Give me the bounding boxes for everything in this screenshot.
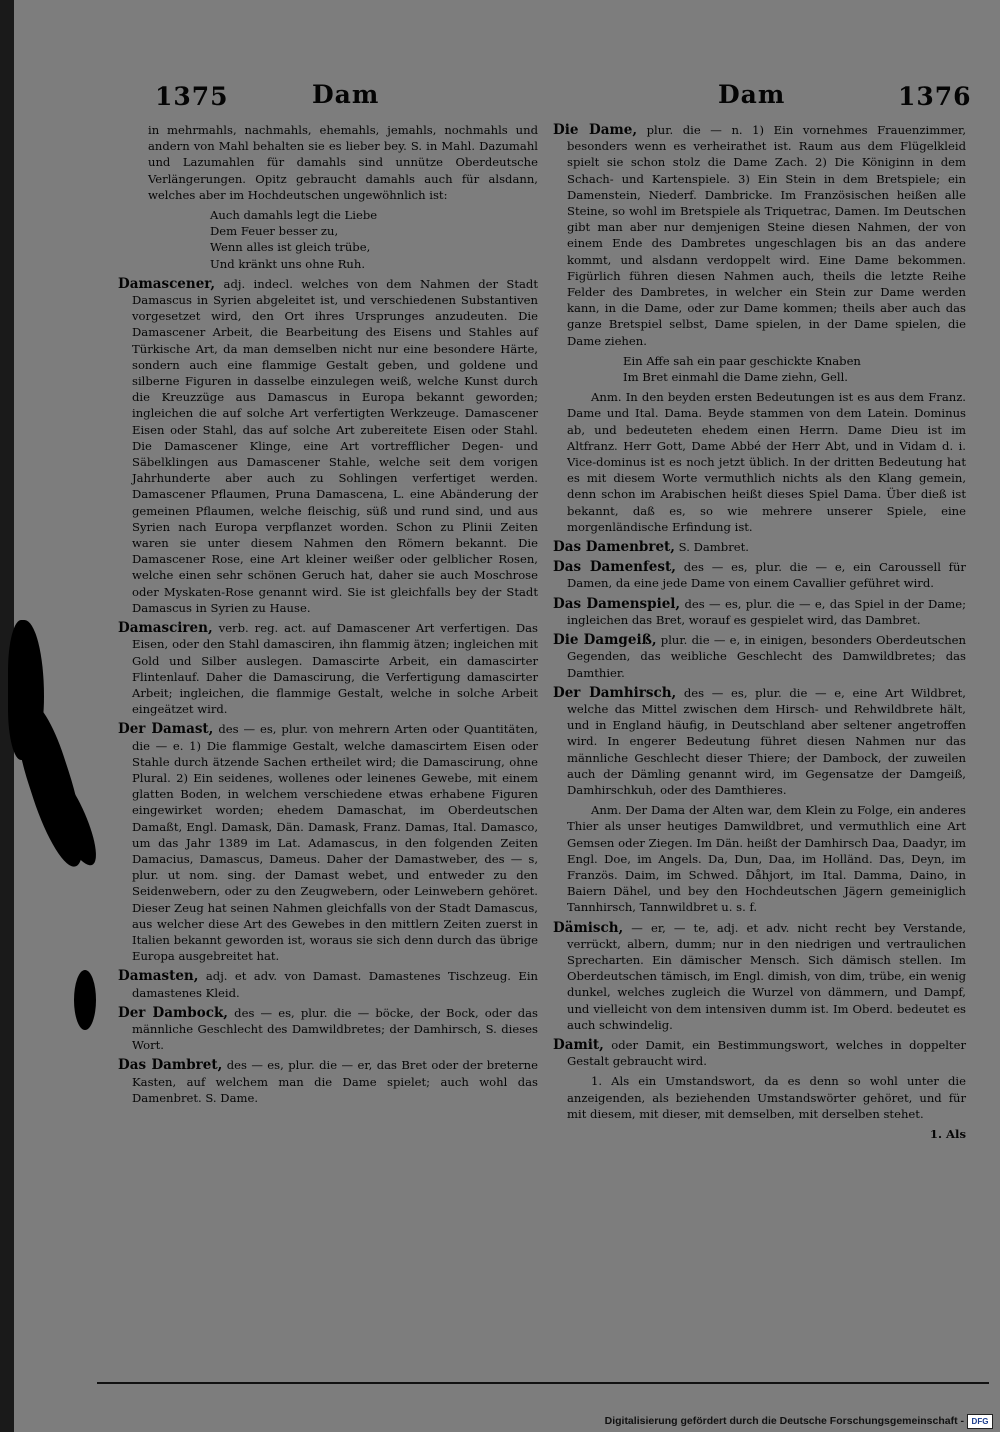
entry-headword: Die Damgeiß, — [553, 632, 657, 649]
dictionary-entry — [553, 1037, 966, 1069]
entry-headword: Die Dame, — [553, 122, 638, 138]
right-running-head: Dam — [718, 80, 786, 109]
left-page-number: 1375 — [155, 82, 229, 111]
dictionary-entry — [553, 539, 966, 555]
left-column — [118, 122, 538, 1110]
entry-text: des — es, plur. die — er, das Bret oder der breterne Kasten, auf welchem man die Dame spielet; auch wohl das Damenbret. S. Dame. — [132, 1058, 538, 1105]
digitization-credit: Digitalisierung gefördert durch die Deutsche Forschungsgemeinschaft - — [604, 1415, 964, 1427]
entry-text: des — es, plur. die — e, das Spiel in der Dame; ingleichen das Bret, worauf es gespielet wird, das Dambret. — [567, 596, 967, 627]
entry-text: plur. die — e, in einigen, besonders Oberdeutschen Gegenden, das weibliche Geschlecht des Damwildbretes; das Damthier. — [567, 633, 966, 680]
entry-text: adj. et adv. von Damast. Damastenes Tischzeug. Ein damastenes Kleid. — [132, 969, 539, 1000]
dictionary-entry — [118, 968, 538, 1000]
right-page-number: 1376 — [898, 82, 972, 111]
intro-paragraph: in mehrmahls, nachmahls, ehemahls, jemahls, nochmahls und andern von Mahl behalten sie es lieber bey. S. in Mahl. Dazumahl und Lazumahlen für damahls sind unnütze Oberdeutsche Verlängerungen. Opitz gebraucht damahls auch für alsdann, welches aber im Hochdeutschen ungewöhnlich ist: — [148, 123, 538, 202]
entry-text: plur. die — n. 1) Ein vornehmes Frauenzimmer, besonders wenn es verheirathet ist. Raum aus dem Flügelkleid spielt sie schon stolz die Dame Zach. 2) Die Königinn in dem Schach- und Kartenspiele. 3) Ein Stein in dem Bretspiele; ein Damenstein, Niederf. Dambricke. Im Französischen heißen alle Steine, so wohl im Bretspiele als Triquetrac, Damen. Im Deutschen gibt man aber nur demjenigen Steine diesen Nahmen, der von einem Ende des Dambretes ungeschlagen bis an das andere kommt, und alsdann verdoppelt wird. Eine Dame bekommen. Figürlich führen diesen Nahmen auch, theils die letzte Reihe Felder des Dambretes, in welcher ein Stein zur Dame werden kann, in die Dame, oder zur Dame kommen; theils aber auch das ganze Bretspiel selbst, Dame spielen, in der Dame spielen, die Dame ziehen. — [567, 123, 967, 348]
verse-line: Auch damahls legt die Liebe — [210, 208, 378, 223]
entry-headword: Der Damhirsch, — [553, 684, 677, 701]
entry-headword: Das Damenbret, — [553, 539, 675, 556]
dictionary-entry — [118, 1005, 538, 1054]
entry-text: adj. indecl. welches von dem Nahmen der Stadt Damascus in Syrien abgeleitet ist, und verschiedenen Substantiven vorgesetzet wird, den Ort ihres Ursprunges anzudeuten. Die Damascener Arbeit, die Bearbeitung des Eisens und Stahles auf Türkische Art, da man demselben nicht nur eine besondere Härte, sondern auch eine flammige Gestalt geben, und goldene und silberne Figuren in dasselbe einzulegen weiß, welche Kunst durch die Kreuzzüge aus Damascus in Europa bekannt geworden; ingleichen die auf solche Art verfertigten Werkzeuge. Damascener Eisen oder Stahl, das auf solche Art zubereitete Eisen oder Stahl. Die Damascener Klinge, eine Art vortrefflicher Degen- und Säbelklingen aus Damascener Stahle, welche seit dem vorigen Jahrhunderte aber auch zu Sohlingen verfertiget werden. Damascener Pflaumen, Pruna Damascena, L. eine Abänderung der gemeinen Pflaumen, welche fleischig, süß und rund sind, und aus Syrien nach Europa verpflanzet worden. Schon zu Plinii Zeiten waren sie unter diesem Nahmen den Römern bekannt. Die Damascener Rose, eine Art kleiner weißer oder gelblicher Rosen, welche einen sehr schönen Geruch hat, daher sie auch Moschrose oder Myskaten-Rose genannt wird. Sie ist gleichfalls bey der Stadt Damascus in Syrien zu Hause. — [132, 276, 538, 615]
entry-headword: Das Damenspiel, — [553, 595, 681, 612]
verse-block — [553, 353, 966, 385]
verse-line: Und kränkt uns ohne Ruh. — [210, 256, 366, 271]
entry-headword: Damit, — [553, 1036, 604, 1053]
entry-text: des — es, plur. die — e, ein Caroussell für Damen, da eine jede Dame von einem Cavallier geführet wird. — [567, 560, 966, 591]
entry-headword: Damasten, — [118, 968, 199, 985]
entry-text: S. Dambret. — [678, 540, 749, 555]
dfg-logo: DFG — [967, 1414, 993, 1429]
entry-headword: Damascener, — [118, 275, 216, 292]
entry-headword: Damasciren, — [118, 620, 213, 637]
dictionary-entry — [553, 596, 966, 628]
entry-text: verb. reg. act. auf Damascener Art verfertigen. Das Eisen, oder den Stahl damasciren, ihn flammig ätzen; ingleichen mit Gold und Silber auslegen. Damascirte Arbeit, ein damascirter Flintenlauf. Daher die Damascirung, die Verfertigung damascirter Arbeit; ingleichen, die flammige Gestalt, welche in solche Arbeit eingeätzet wird. — [132, 621, 538, 717]
entry-headword: Der Dambock, — [118, 1004, 229, 1021]
scan-ink-blot — [74, 970, 96, 1030]
footer-rule — [97, 1382, 989, 1384]
verse-line: Dem Feuer besser zu, — [210, 224, 339, 239]
dictionary-entry — [118, 1057, 538, 1106]
entry-text: des — es, plur. die — e, eine Art Wildbret, welche das Mittel zwischen dem Hirsch- und Rehwildbrete hält, und in England häufig, in Deutschland aber seltener angetroffen wird. In engerer Bedeutung führet diesen Nahmen nur das männliche Geschlecht dieser Thiere; der Dambock, der zuweilen auch der Dämling genannt wird, im Gegensatze der Damgeiß, Damhirschkuh, oder des Damthieres. — [567, 685, 966, 797]
entry-text: oder Damit, ein Bestimmungswort, welches in doppelter Gestalt gebraucht wird. — [567, 1037, 966, 1069]
numbered-paragraph: 1. Als ein Umstandswort, da es denn so wohl unter die anzeigenden, als beziehenden Umstandswörter gehöret, und für mit diesem, mit dieser, mit demselben, mit derselben stehet. — [567, 1074, 966, 1121]
entry-headword: Der Damast, — [118, 721, 214, 738]
dictionary-entry — [118, 721, 538, 964]
verse-line: Ein Affe sah ein paar geschickte Knaben — [623, 353, 861, 368]
dictionary-entry — [553, 559, 966, 591]
dictionary-entry — [553, 685, 966, 798]
annotation-paragraph: Anm. Der Dama der Alten war, dem Klein zu Folge, ein anderes Thier als unser heutiges Damwildbret, und vermuthlich eine Art Gemsen oder Ziegen. Im Dän. heißt der Damhirsch Daa, Daadyr, im Engl. Doe, im Angels. Da, Dun, Daa, im Holländ. Das, Deyn, im Französ. Daim, im Schwed. Dåhjort, im Ital. Damma, Daino, in Baiern Dähel, und bey den Hochdeutschen Jägern gemeiniglich Tannhirsch, Tannwildbret u. s. f. — [567, 803, 966, 915]
left-running-head: Dam — [312, 80, 380, 109]
catchword: 1. Als — [929, 1126, 966, 1141]
entry-headword: Das Damenfest, — [553, 559, 676, 576]
entry-headword: Dämisch, — [553, 919, 624, 936]
dictionary-entry — [118, 620, 538, 717]
dictionary-entry — [553, 920, 966, 1033]
entry-text: des — es, plur. von mehrern Arten oder Quantitäten, die — e. 1) Die flammige Gestalt, welche damascirtem Eisen oder Stahle durch ätzende Sachen ertheilet wird; die Damascirung, ohne Plural. 2) Ein seidenes, wollenes oder leinenes Gewebe, mit einem glatten Boden, in welchem verschiedene etwas erhabene Figuren eingewirket worden; ehedem Damaschat, im Oberdeutschen Damaßt, Engl. Damask, Dän. Damask, Franz. Damas, Ital. Damasco, um das Jahr 1389 im Lat. Adamascus, in den folgenden Zeiten Damacius, Damascus, Dameus. Daher der Damastweber, des — s, plur. ut nom. sing. der Damast webet, und entweder zu den Seidenwebern, oder zu den Zeugwebern, oder Leinwebern gehöret. Dieser Zeug hat seinen Nahmen gleichfalls von der Stadt Damascus, aus welcher diese Art des Gewebes in den mittlern Zeiten zuerst in Italien bekannt geworden ist, woraus sie sich denn durch das übrige Europa ausgebreitet hat. — [132, 722, 538, 964]
entry-text: des — es, plur. die — böcke, der Bock, oder das männliche Geschlecht des Damwildbretes; der Damhirsch, S. dieses Wort. — [132, 1005, 538, 1053]
entry-headword: Das Dambret, — [118, 1057, 223, 1074]
verse-line: Wenn alles ist gleich trübe, — [210, 240, 371, 255]
dictionary-entry — [553, 122, 966, 349]
dictionary-entry — [118, 276, 538, 616]
right-column — [553, 122, 966, 1142]
entry-text: — er, — te, adj. et adv. nicht recht bey Verstande, verrückt, albern, dumm; nur in den niedrigen und vertraulichen Sprecharten. Ein dämischer Mensch. Sich dämisch stellen. Im Oberdeutschen tämisch, im Engl. dimish, von dim, trübe, ein wenig dunkel, welches zugleich die Wurzel von dämmern, und Dampf, und vielleicht von dem intensiven dumm ist. Im Oberd. bedeutet es auch schwindelig. — [567, 920, 967, 1032]
verse-line: Im Bret einmahl die Dame ziehn, Gell. — [623, 370, 848, 385]
annotation-paragraph: Anm. In den beyden ersten Bedeutungen ist es aus dem Franz. Dame und Ital. Dama. Beyde stammen von dem Latein. Dominus ab, und bedeuteten ehedem einen Herrn. Dame Dieu ist im Altfranz. Herr Gott, Dame Abbé der Herr Abt, und in Vidam d. i. Vice-dominus ist es noch jetzt üblich. In der dritten Bedeutung hat es mit diesem Worte vermuthlich nichts als den Klang gemein, denn schon im Arabischen heißt dieses Spiel Dama. Über dieß ist bekannt, daß es, so wie mehrere unserer Spiele, eine morgenländische Erfindung ist. — [567, 390, 966, 534]
verse-block — [118, 207, 538, 272]
dictionary-entry — [553, 632, 966, 681]
